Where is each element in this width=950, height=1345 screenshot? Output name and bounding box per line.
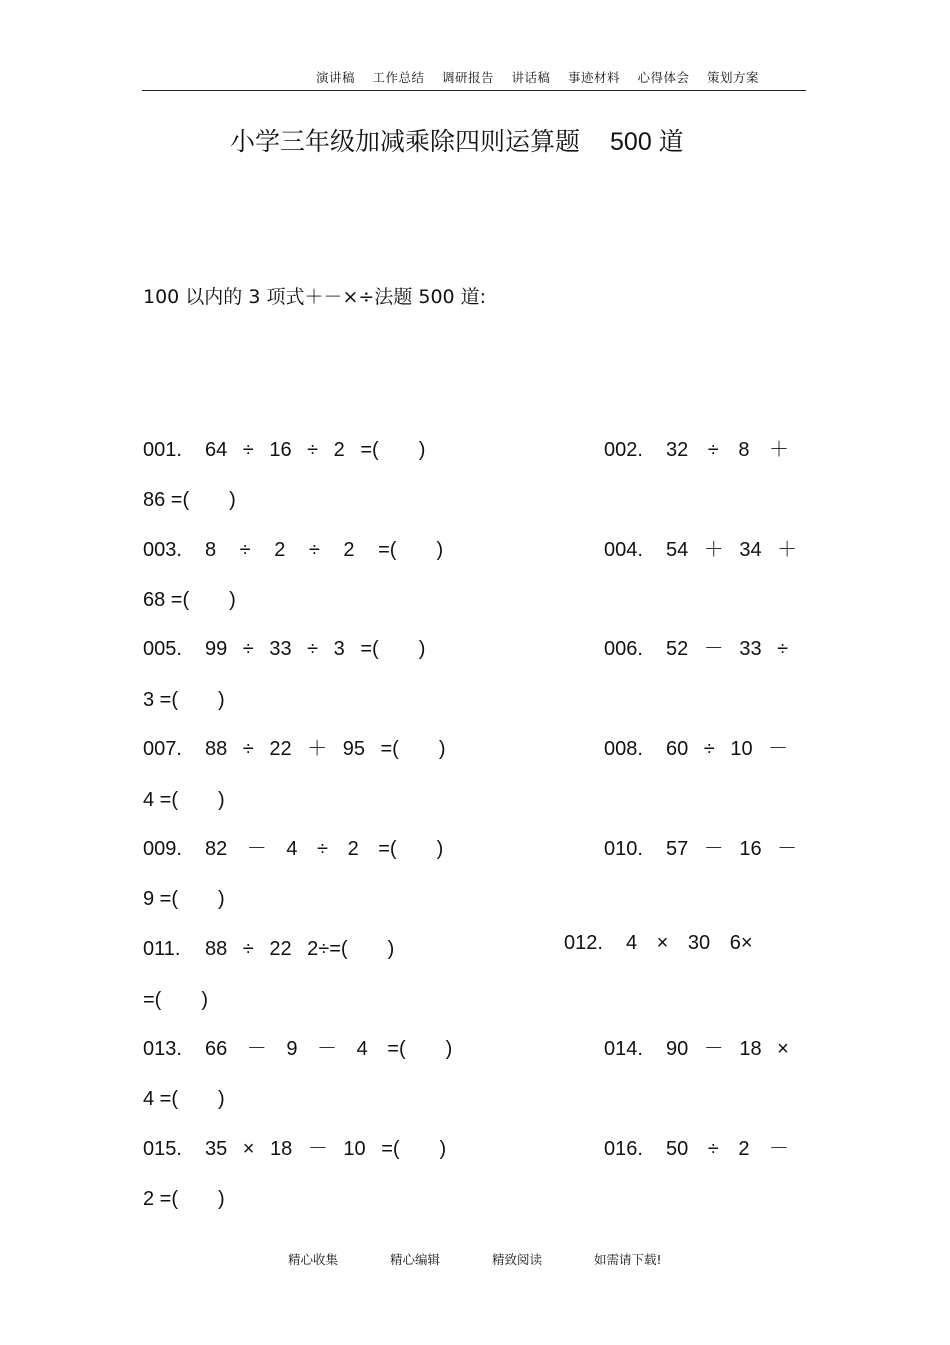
problem-expression: 52 － 33 ÷ [666,638,789,660]
problem-expression: 88 ÷ 22 2÷=( ) [205,938,395,960]
header-item: 事迹材料 [568,70,621,85]
problem-row [143,433,425,462]
problem-number: 014. [604,1038,643,1060]
header-item: 讲话稿 [511,70,551,85]
problem-expression: 32 ÷ 8 ＋ [666,439,790,461]
header-item: 策划方案 [707,70,760,85]
problem-number: 002. [604,439,643,461]
problem-row [604,832,797,861]
document-footer [288,1250,710,1268]
document-header [316,68,772,86]
problem-number: 010. [604,838,643,860]
problem-expression: 35 × 18 － 10 =( ) [205,1138,447,1160]
problem-number: 007. [143,738,182,760]
problem-expression: 50 ÷ 2 － [666,1138,790,1160]
problem-row [604,1032,789,1061]
problem-row [564,932,753,955]
title-count: 500 道 [610,128,684,156]
footer-item: 精心收集 [288,1252,339,1267]
problem-continuation: 2 =( ) [143,1188,225,1210]
header-item: 工作总结 [372,70,425,85]
problem-row [604,1132,789,1161]
footer-item: 如需请下载! [594,1252,662,1267]
problem-continuation: 9 =( ) [143,888,225,910]
section-subtitle: 100 以内的 3 项式＋－×÷法题 500 道: [143,286,487,308]
problem-number: 011. [143,938,181,960]
problem-expression: 54 ＋ 34 ＋ [666,539,798,561]
problem-row [143,832,443,861]
problem-number: 009. [143,838,182,860]
title-text: 小学三年级加减乘除四则运算题 [230,127,581,156]
problem-row [143,1132,446,1161]
problem-number: 003. [143,539,182,561]
problem-number: 013. [143,1038,182,1060]
problem-number: 016. [604,1138,643,1160]
header-item: 演讲稿 [316,70,356,85]
problem-number: 004. [604,539,643,561]
problem-continuation: 4 =( ) [143,789,225,811]
problem-row [604,433,789,462]
page-title [230,122,684,158]
problem-number: 005. [143,638,182,660]
problem-row [604,732,788,761]
problem-number: 001. [143,439,182,461]
problem-expression: 64 ÷ 16 ÷ 2 =( ) [205,439,426,461]
header-divider [142,90,806,91]
problem-row [143,932,394,961]
footer-item: 精致阅读 [492,1252,543,1267]
problem-number: 012. [564,932,603,954]
problem-expression: 82 － 4 ÷ 2 =( ) [205,838,444,860]
problem-continuation: 86 =( ) [143,489,236,511]
problem-row [143,732,446,761]
problem-number: 015. [143,1138,182,1160]
problem-expression: 66 － 9 － 4 =( ) [205,1038,453,1060]
problem-continuation: 4 =( ) [143,1088,225,1110]
problem-row [143,533,443,562]
problem-row [604,533,797,562]
problem-expression: 57 － 16 － [666,838,798,860]
problem-number: 006. [604,638,643,660]
problem-continuation: 3 =( ) [143,689,225,711]
problem-continuation: =( ) [143,989,208,1011]
problem-expression: 88 ÷ 22 ＋ 95 =( ) [205,738,446,760]
problem-row [143,1032,452,1061]
footer-item: 精心编辑 [390,1252,441,1267]
header-item: 心得体会 [637,70,690,85]
problem-number: 008. [604,738,643,760]
problem-expression: 4 × 30 6× [626,932,753,954]
problem-continuation: 68 =( ) [143,589,236,611]
problem-row [604,632,788,661]
problem-row [143,632,425,661]
problem-expression: 99 ÷ 33 ÷ 3 =( ) [205,638,426,660]
problem-expression: 8 ÷ 2 ÷ 2 =( ) [205,539,444,561]
problem-expression: 60 ÷ 10 － [666,738,789,760]
header-item: 调研报告 [442,70,495,85]
problem-expression: 90 － 18 × [666,1038,789,1060]
